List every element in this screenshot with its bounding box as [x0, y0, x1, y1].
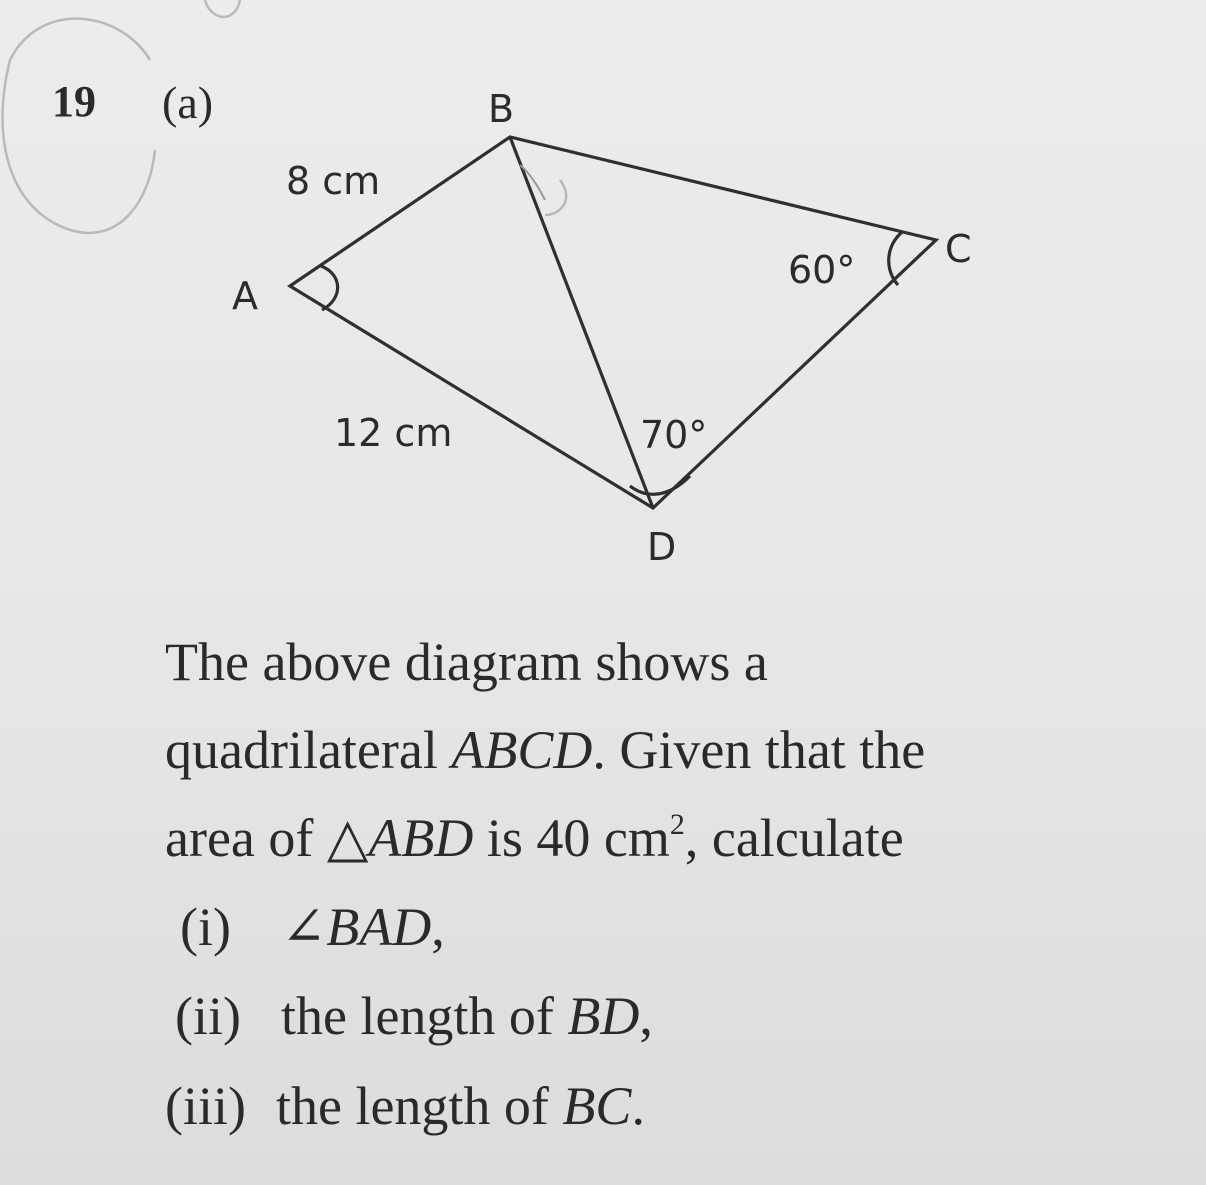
vertex-label-b: B: [488, 87, 515, 131]
part-ii: (ii) the length of BD,: [175, 986, 653, 1046]
angle-d-label: 70°: [640, 413, 708, 457]
angle-arc-a: [321, 266, 338, 310]
question-part-label: (a): [162, 77, 214, 128]
vertex-label-c: C: [945, 227, 972, 271]
angle-symbol: ∠: [280, 897, 327, 957]
question-line-2: quadrilateral ABCD. Given that the: [165, 720, 926, 780]
question-line-3: area of △ABD is 40 $cm^2$, calculate: [165, 808, 904, 868]
vertex-label-d: D: [647, 525, 677, 569]
question-line-1: The above diagram shows a: [165, 632, 768, 692]
side-ad-label: 12 cm: [334, 411, 453, 455]
side-ab-label: 8 cm: [286, 159, 381, 203]
angle-arc-d: [630, 476, 690, 494]
part-iii: (iii) the length of BC.: [165, 1076, 645, 1136]
question-number: 19: [52, 77, 96, 126]
angle-c-label: 60°: [788, 248, 856, 292]
diagonal-bd: [510, 137, 653, 508]
part-i: (i) ∠BAD,: [180, 897, 445, 957]
question-text: [165, 618, 925, 882]
triangle-symbol: △: [326, 808, 369, 868]
vertex-label-a: A: [232, 274, 258, 318]
